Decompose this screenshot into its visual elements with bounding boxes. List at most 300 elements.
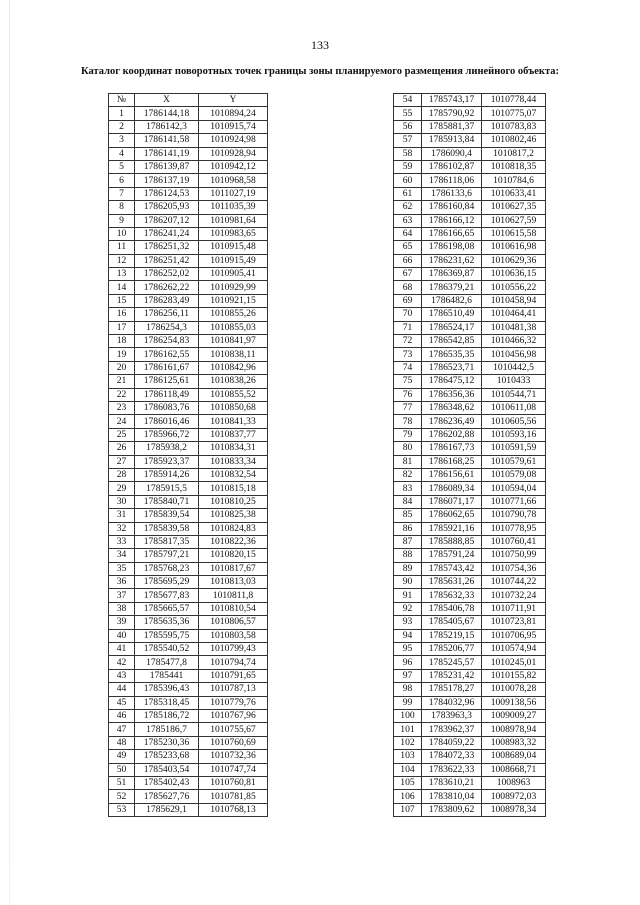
x-coordinate-cell: 1786241,24 [135, 227, 199, 240]
table-row [394, 790, 546, 803]
point-number-cell: 12 [109, 254, 135, 267]
table-row [109, 227, 268, 240]
point-number-cell: 99 [394, 696, 422, 709]
x-coordinate-cell: 1786356,36 [422, 388, 482, 401]
y-coordinate-cell: 1010981,64 [199, 214, 268, 227]
table-row [109, 683, 268, 696]
point-number-cell: 28 [109, 468, 135, 481]
table-row [394, 643, 546, 656]
y-coordinate-cell: 1010781,85 [199, 790, 268, 803]
x-coordinate-cell: 1786256,11 [135, 308, 199, 321]
x-coordinate-cell: 1786252,02 [135, 268, 199, 281]
x-coordinate-cell: 1786071,17 [422, 495, 482, 508]
header-y: Y [199, 94, 268, 107]
point-number-cell: 80 [394, 442, 422, 455]
y-coordinate-cell: 1010894,24 [199, 107, 268, 120]
point-number-cell: 4 [109, 147, 135, 160]
table-row [394, 803, 546, 816]
x-coordinate-cell: 1783610,21 [422, 776, 482, 789]
table-row [394, 562, 546, 575]
x-coordinate-cell: 1785245,57 [422, 656, 482, 669]
point-number-cell: 76 [394, 388, 422, 401]
y-coordinate-cell: 1010810,54 [199, 602, 268, 615]
y-coordinate-cell: 1008978,94 [482, 723, 546, 736]
table-row [109, 160, 268, 173]
point-number-cell: 14 [109, 281, 135, 294]
point-number-cell: 42 [109, 656, 135, 669]
y-coordinate-cell: 1010841,97 [199, 335, 268, 348]
table-row [394, 455, 546, 468]
y-coordinate-cell: 1010754,36 [482, 562, 546, 575]
x-coordinate-cell: 1786102,87 [422, 160, 482, 173]
y-coordinate-cell: 1010629,36 [482, 254, 546, 267]
point-number-cell: 10 [109, 227, 135, 240]
point-number-cell: 13 [109, 268, 135, 281]
table-row [109, 201, 268, 214]
x-coordinate-cell: 1786168,25 [422, 455, 482, 468]
coordinates-table-left [108, 93, 268, 817]
table-row [109, 709, 268, 722]
table-row [109, 602, 268, 615]
point-number-cell: 94 [394, 629, 422, 642]
point-number-cell: 102 [394, 736, 422, 749]
table-row [109, 214, 268, 227]
x-coordinate-cell: 1785441 [135, 669, 199, 682]
table-row [109, 134, 268, 147]
table-row [109, 669, 268, 682]
point-number-cell: 49 [109, 750, 135, 763]
table-row [394, 616, 546, 629]
header-number: № [109, 94, 135, 107]
x-coordinate-cell: 1786251,42 [135, 254, 199, 267]
table-row [394, 120, 546, 133]
x-coordinate-cell: 1785914,26 [135, 468, 199, 481]
x-coordinate-cell: 1785230,36 [135, 736, 199, 749]
point-number-cell: 46 [109, 709, 135, 722]
table-row [109, 107, 268, 120]
y-coordinate-cell: 1010245,01 [482, 656, 546, 669]
y-coordinate-cell: 1010633,41 [482, 187, 546, 200]
point-number-cell: 3 [109, 134, 135, 147]
x-coordinate-cell: 1786137,19 [135, 174, 199, 187]
table-row [109, 562, 268, 575]
x-coordinate-cell: 1786161,67 [135, 361, 199, 374]
y-coordinate-cell: 1010842,96 [199, 361, 268, 374]
y-coordinate-cell: 1010155,82 [482, 669, 546, 682]
x-coordinate-cell: 1786262,22 [135, 281, 199, 294]
table-row [109, 361, 268, 374]
x-coordinate-cell: 1783810,04 [422, 790, 482, 803]
y-coordinate-cell: 1010779,76 [199, 696, 268, 709]
page-number: 133 [311, 38, 329, 52]
x-coordinate-cell: 1785966,72 [135, 428, 199, 441]
y-coordinate-cell: 1008983,32 [482, 736, 546, 749]
table-row [109, 335, 268, 348]
x-coordinate-cell: 1786369,87 [422, 268, 482, 281]
y-coordinate-cell: 1010837,77 [199, 428, 268, 441]
point-number-cell: 24 [109, 415, 135, 428]
table-row [394, 629, 546, 642]
table-row [394, 335, 546, 348]
y-coordinate-cell: 1010838,11 [199, 348, 268, 361]
table-row [109, 482, 268, 495]
y-coordinate-cell: 1010942,12 [199, 160, 268, 173]
y-coordinate-cell: 1010787,13 [199, 683, 268, 696]
x-coordinate-cell: 1785231,42 [422, 669, 482, 682]
x-coordinate-cell: 1786166,12 [422, 214, 482, 227]
x-coordinate-cell: 1786207,12 [135, 214, 199, 227]
y-coordinate-cell: 1010760,69 [199, 736, 268, 749]
x-coordinate-cell: 1785743,17 [422, 94, 482, 107]
table-row [109, 576, 268, 589]
x-coordinate-cell: 1785817,35 [135, 535, 199, 548]
x-coordinate-cell: 1786160,84 [422, 201, 482, 214]
y-coordinate-cell: 1010778,44 [482, 94, 546, 107]
y-coordinate-cell: 1010824,83 [199, 522, 268, 535]
point-number-cell: 82 [394, 468, 422, 481]
y-coordinate-cell: 1011027,19 [199, 187, 268, 200]
y-coordinate-cell: 1010442,5 [482, 361, 546, 374]
x-coordinate-cell: 1783809,62 [422, 803, 482, 816]
y-coordinate-cell: 1010790,78 [482, 509, 546, 522]
point-number-cell: 88 [394, 549, 422, 562]
x-coordinate-cell: 1785913,84 [422, 134, 482, 147]
point-number-cell: 25 [109, 428, 135, 441]
point-number-cell: 33 [109, 535, 135, 548]
table-row [109, 656, 268, 669]
x-coordinate-cell: 1784032,96 [422, 696, 482, 709]
x-coordinate-cell: 1786251,32 [135, 241, 199, 254]
x-coordinate-cell: 1786542,85 [422, 335, 482, 348]
table-row [109, 281, 268, 294]
y-coordinate-cell: 1010744,22 [482, 576, 546, 589]
y-coordinate-cell: 1010855,03 [199, 321, 268, 334]
table-row [394, 241, 546, 254]
point-number-cell: 81 [394, 455, 422, 468]
table-row [109, 442, 268, 455]
table-row [109, 803, 268, 816]
y-coordinate-cell: 1011035,39 [199, 201, 268, 214]
y-coordinate-cell: 1010833,34 [199, 455, 268, 468]
y-coordinate-cell: 1008689,04 [482, 750, 546, 763]
x-coordinate-cell: 1785695,29 [135, 576, 199, 589]
y-coordinate-cell: 1010924,98 [199, 134, 268, 147]
y-coordinate-cell: 1010825,38 [199, 509, 268, 522]
x-coordinate-cell: 1786125,61 [135, 375, 199, 388]
table-row [109, 120, 268, 133]
table-row [394, 294, 546, 307]
x-coordinate-cell: 1786535,35 [422, 348, 482, 361]
point-number-cell: 92 [394, 602, 422, 615]
point-number-cell: 97 [394, 669, 422, 682]
y-coordinate-cell: 1010784,6 [482, 174, 546, 187]
x-coordinate-cell: 1785178,27 [422, 683, 482, 696]
table-row [109, 428, 268, 441]
point-number-cell: 27 [109, 455, 135, 468]
x-coordinate-cell: 1785632,33 [422, 589, 482, 602]
table-row [394, 723, 546, 736]
x-coordinate-cell: 1783622,33 [422, 763, 482, 776]
point-number-cell: 6 [109, 174, 135, 187]
point-number-cell: 86 [394, 522, 422, 535]
table-row [394, 736, 546, 749]
x-coordinate-cell: 1783962,37 [422, 723, 482, 736]
point-number-cell: 31 [109, 509, 135, 522]
scan-edge [9, 0, 10, 905]
x-coordinate-cell: 1785206,77 [422, 643, 482, 656]
table-row [109, 616, 268, 629]
x-coordinate-cell: 1785938,2 [135, 442, 199, 455]
table-row [109, 750, 268, 763]
x-coordinate-cell: 1785396,43 [135, 683, 199, 696]
x-coordinate-cell: 1785540,52 [135, 643, 199, 656]
point-number-cell: 68 [394, 281, 422, 294]
table-row [109, 696, 268, 709]
point-number-cell: 38 [109, 602, 135, 615]
table-row [109, 388, 268, 401]
table-row [109, 468, 268, 481]
point-number-cell: 19 [109, 348, 135, 361]
y-coordinate-cell: 1010579,61 [482, 455, 546, 468]
table-row [109, 254, 268, 267]
point-number-cell: 47 [109, 723, 135, 736]
x-coordinate-cell: 1786141,58 [135, 134, 199, 147]
y-coordinate-cell: 1010855,26 [199, 308, 268, 321]
x-coordinate-cell: 1785186,7 [135, 723, 199, 736]
table-row [109, 375, 268, 388]
table-row [394, 281, 546, 294]
y-coordinate-cell: 1010820,15 [199, 549, 268, 562]
table-row [394, 254, 546, 267]
x-coordinate-cell: 1786016,46 [135, 415, 199, 428]
y-coordinate-cell: 1010817,2 [482, 147, 546, 160]
point-number-cell: 34 [109, 549, 135, 562]
point-number-cell: 50 [109, 763, 135, 776]
point-number-cell: 91 [394, 589, 422, 602]
x-coordinate-cell: 1786139,87 [135, 160, 199, 173]
point-number-cell: 69 [394, 294, 422, 307]
point-number-cell: 98 [394, 683, 422, 696]
point-number-cell: 106 [394, 790, 422, 803]
point-number-cell: 48 [109, 736, 135, 749]
table-row [394, 589, 546, 602]
y-coordinate-cell: 1010915,48 [199, 241, 268, 254]
table-row [394, 576, 546, 589]
y-coordinate-cell: 1010627,35 [482, 201, 546, 214]
x-coordinate-cell: 1786510,49 [422, 308, 482, 321]
x-coordinate-cell: 1785881,37 [422, 120, 482, 133]
y-coordinate-cell: 1010905,41 [199, 268, 268, 281]
x-coordinate-cell: 1785791,24 [422, 549, 482, 562]
y-coordinate-cell: 1010822,36 [199, 535, 268, 548]
table-row [394, 696, 546, 709]
x-coordinate-cell: 1785233,68 [135, 750, 199, 763]
point-number-cell: 44 [109, 683, 135, 696]
point-number-cell: 20 [109, 361, 135, 374]
y-coordinate-cell: 1010806,57 [199, 616, 268, 629]
table-row [394, 201, 546, 214]
x-coordinate-cell: 1786156,61 [422, 468, 482, 481]
y-coordinate-cell: 1010078,28 [482, 683, 546, 696]
x-coordinate-cell: 1785665,57 [135, 602, 199, 615]
y-coordinate-cell: 1010579,08 [482, 468, 546, 481]
table-row [394, 227, 546, 240]
y-coordinate-cell: 1010636,15 [482, 268, 546, 281]
x-coordinate-cell: 1786202,88 [422, 428, 482, 441]
x-coordinate-cell: 1786231,62 [422, 254, 482, 267]
x-coordinate-cell: 1786254,83 [135, 335, 199, 348]
x-coordinate-cell: 1785743,42 [422, 562, 482, 575]
y-coordinate-cell: 1010983,65 [199, 227, 268, 240]
y-coordinate-cell: 1009138,56 [482, 696, 546, 709]
point-number-cell: 103 [394, 750, 422, 763]
x-coordinate-cell: 1785921,16 [422, 522, 482, 535]
y-coordinate-cell: 1010750,99 [482, 549, 546, 562]
x-coordinate-cell: 1785406,78 [422, 602, 482, 615]
x-coordinate-cell: 1785186,72 [135, 709, 199, 722]
table-row [109, 736, 268, 749]
y-coordinate-cell: 1010783,83 [482, 120, 546, 133]
table-row [394, 669, 546, 682]
y-coordinate-cell: 1010556,22 [482, 281, 546, 294]
y-coordinate-cell: 1010818,35 [482, 160, 546, 173]
table-row [394, 442, 546, 455]
point-number-cell: 61 [394, 187, 422, 200]
y-coordinate-cell: 1010778,95 [482, 522, 546, 535]
x-coordinate-cell: 1786379,21 [422, 281, 482, 294]
x-coordinate-cell: 1786198,08 [422, 241, 482, 254]
header-x: X [135, 94, 199, 107]
x-coordinate-cell: 1786523,71 [422, 361, 482, 374]
point-number-cell: 17 [109, 321, 135, 334]
x-coordinate-cell: 1786482,6 [422, 294, 482, 307]
point-number-cell: 39 [109, 616, 135, 629]
table-row [109, 321, 268, 334]
point-number-cell: 104 [394, 763, 422, 776]
x-coordinate-cell: 1784059,22 [422, 736, 482, 749]
y-coordinate-cell: 1010832,54 [199, 468, 268, 481]
x-coordinate-cell: 1785402,43 [135, 776, 199, 789]
x-coordinate-cell: 1785635,36 [135, 616, 199, 629]
y-coordinate-cell: 1010855,52 [199, 388, 268, 401]
table-row [394, 348, 546, 361]
table-row [394, 214, 546, 227]
point-number-cell: 72 [394, 335, 422, 348]
x-coordinate-cell: 1786141,19 [135, 147, 199, 160]
x-coordinate-cell: 1785677,83 [135, 589, 199, 602]
y-coordinate-cell: 1010810,25 [199, 495, 268, 508]
table-row [394, 174, 546, 187]
y-coordinate-cell: 1008972,03 [482, 790, 546, 803]
point-number-cell: 60 [394, 174, 422, 187]
point-number-cell: 95 [394, 643, 422, 656]
point-number-cell: 52 [109, 790, 135, 803]
point-number-cell: 22 [109, 388, 135, 401]
y-coordinate-cell: 1010799,43 [199, 643, 268, 656]
point-number-cell: 54 [394, 94, 422, 107]
y-coordinate-cell: 1008978,34 [482, 803, 546, 816]
table-row [394, 187, 546, 200]
point-number-cell: 35 [109, 562, 135, 575]
point-number-cell: 16 [109, 308, 135, 321]
x-coordinate-cell: 1785403,54 [135, 763, 199, 776]
point-number-cell: 51 [109, 776, 135, 789]
table-body-left [109, 107, 268, 817]
point-number-cell: 58 [394, 147, 422, 160]
y-coordinate-cell: 1010574,94 [482, 643, 546, 656]
point-number-cell: 5 [109, 160, 135, 173]
x-coordinate-cell: 1786062,65 [422, 509, 482, 522]
x-coordinate-cell: 1785627,76 [135, 790, 199, 803]
y-coordinate-cell: 1010760,81 [199, 776, 268, 789]
x-coordinate-cell: 1785923,37 [135, 455, 199, 468]
x-coordinate-cell: 1785595,75 [135, 629, 199, 642]
y-coordinate-cell: 1010611,08 [482, 401, 546, 414]
table-row [109, 535, 268, 548]
y-coordinate-cell: 1010813,03 [199, 576, 268, 589]
table-row [394, 522, 546, 535]
table-row [109, 174, 268, 187]
point-number-cell: 59 [394, 160, 422, 173]
x-coordinate-cell: 1785631,26 [422, 576, 482, 589]
table-row [394, 776, 546, 789]
x-coordinate-cell: 1786254,3 [135, 321, 199, 334]
y-coordinate-cell: 1010850,68 [199, 401, 268, 414]
table-row [394, 308, 546, 321]
table-row [109, 723, 268, 736]
y-coordinate-cell: 1010627,59 [482, 214, 546, 227]
table-row [109, 401, 268, 414]
table-row [109, 549, 268, 562]
x-coordinate-cell: 1786475,12 [422, 375, 482, 388]
x-coordinate-cell: 1785477,8 [135, 656, 199, 669]
point-number-cell: 77 [394, 401, 422, 414]
table-row [109, 308, 268, 321]
point-number-cell: 15 [109, 294, 135, 307]
point-number-cell: 105 [394, 776, 422, 789]
y-coordinate-cell: 1010732,36 [199, 750, 268, 763]
y-coordinate-cell: 1010605,56 [482, 415, 546, 428]
table-row [109, 629, 268, 642]
x-coordinate-cell: 1786090,4 [422, 147, 482, 160]
point-number-cell: 62 [394, 201, 422, 214]
y-coordinate-cell: 1010815,18 [199, 482, 268, 495]
table-row [394, 321, 546, 334]
x-coordinate-cell: 1786144,18 [135, 107, 199, 120]
point-number-cell: 67 [394, 268, 422, 281]
x-coordinate-cell: 1786236,49 [422, 415, 482, 428]
table-row [109, 790, 268, 803]
table-row [109, 348, 268, 361]
table-row [394, 94, 546, 107]
table-row [394, 268, 546, 281]
y-coordinate-cell: 1010760,41 [482, 535, 546, 548]
x-coordinate-cell: 1785629,1 [135, 803, 199, 816]
point-number-cell: 73 [394, 348, 422, 361]
y-coordinate-cell: 1010817,67 [199, 562, 268, 575]
point-number-cell: 29 [109, 482, 135, 495]
table-row [394, 415, 546, 428]
y-coordinate-cell: 1010594,04 [482, 482, 546, 495]
x-coordinate-cell: 1785219,15 [422, 629, 482, 642]
table-row [394, 401, 546, 414]
document-title: Каталог координат поворотных точек границы зоны планируемого размещения линейного объекта: [81, 66, 559, 77]
table-row [394, 535, 546, 548]
point-number-cell: 101 [394, 723, 422, 736]
point-number-cell: 36 [109, 576, 135, 589]
table-row [109, 763, 268, 776]
table-row [394, 482, 546, 495]
